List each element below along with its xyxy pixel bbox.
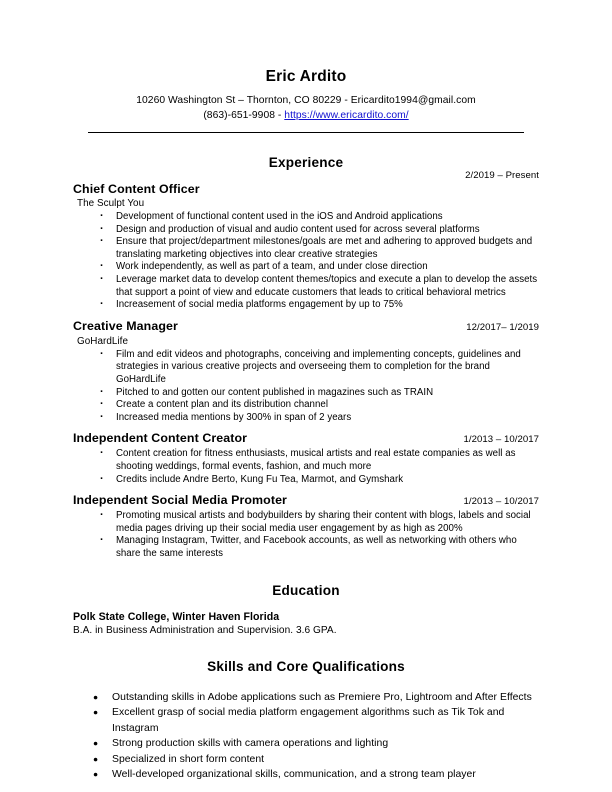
job-bullet-list xyxy=(73,510,539,560)
education-school: Polk State College, Winter Haven Florida xyxy=(73,610,280,623)
job-bullet-list xyxy=(73,448,539,486)
job-bullet: · Development of functional content used in the iOS and Android applications xyxy=(73,211,539,224)
job-date: 1/2013 – 10/2017 xyxy=(463,434,539,446)
section-title-skills: Skills and Core Qualifications xyxy=(207,658,405,674)
job-bullet: · Create a content plan and its distribution channel xyxy=(73,399,539,412)
phone-number: (863)-651-9908 - xyxy=(203,110,285,122)
candidate-name: Eric Ardito xyxy=(265,68,347,85)
job-bullet: · Leverage market data to develop content themes/topics and execute a plan to develop the assets that support a point of view and educate customers that leads to critical behavioral metrics xyxy=(73,274,539,299)
section-title-experience: Experience xyxy=(268,155,344,171)
job-bullet: · Ensure that project/department milestones/goals are met and adhering to approved budgets and translating marketing objectives into clear creative strategies xyxy=(73,236,539,261)
job-entry xyxy=(73,493,539,560)
job-bullet-list xyxy=(73,349,539,425)
job-bullet-list xyxy=(73,211,539,312)
contact-phone-web-line xyxy=(73,108,539,123)
job-date: 12/2017– 1/2019 xyxy=(466,321,539,333)
job-header xyxy=(73,319,539,335)
job-bullet: · Credits include Andre Berto, Kung Fu Tea, Marmot, and Gymshark xyxy=(73,474,539,487)
job-entry xyxy=(73,170,539,312)
job-title: Creative Manager xyxy=(73,318,178,333)
job-bullet: · Pitched to and gotten our content published in magazines such as TRAIN xyxy=(73,387,539,400)
resume-content xyxy=(73,0,539,783)
job-bullet: · Increasement of social media platforms engagement by up to 75% xyxy=(73,299,539,312)
job-entry xyxy=(73,431,539,486)
job-bullet: · Work independently, as well as part of a team, and under close direction xyxy=(73,261,539,274)
skill-item: ● Excellent grasp of social media platform engagement algorithms such as Tik Tok and Instagram xyxy=(73,705,539,736)
job-bullet: · Managing Instagram, Twitter, and Facebook accounts, as well as networking with others who share the same interests xyxy=(73,535,539,560)
job-entry xyxy=(73,319,539,425)
job-bullet: · Increased media mentions by 300% in span of 2 years xyxy=(73,412,539,425)
job-bullet: · Promoting musical artists and bodybuilders by sharing their content with blogs, labels and social media pages driving up their social media user engagement by as high as 200% xyxy=(73,510,539,535)
job-title: Independent Social Media Promoter xyxy=(73,493,287,508)
website-link[interactable]: https://www.ericardito.com/ xyxy=(284,110,409,122)
skill-item: ● Outstanding skills in Adobe applications such as Premiere Pro, Lightroom and After Effects xyxy=(73,690,539,706)
job-title: Independent Content Creator xyxy=(73,431,248,446)
job-bullet: · Content creation for fitness enthusiasts, musical artists and real estate companies as well as shooting weddings, formal events, fashion, and much more xyxy=(73,448,539,473)
contact-address-line: 10260 Washington St – Thornton, CO 80229 - Ericardito1994@gmail.com xyxy=(136,95,476,107)
contact-info xyxy=(73,93,539,123)
job-company: GoHardLife xyxy=(77,335,128,347)
job-title: Chief Content Officer xyxy=(73,182,200,197)
education-degree: B.A. in Business Administration and Supervision. 3.6 GPA. xyxy=(73,624,337,636)
job-bullet: · Film and edit videos and photographs, conceiving and implementing concepts, guidelines and strategies in various creative projects and overseeing them to completion for the brand GoHardLife xyxy=(73,349,539,387)
job-date: 2/2019 – Present xyxy=(465,170,539,182)
header-divider xyxy=(88,132,524,133)
job-header xyxy=(73,493,539,509)
skills-list xyxy=(73,690,539,784)
skill-item: ● Well-developed organizational skills, communication, and a strong team player xyxy=(73,767,539,783)
job-bullet: · Design and production of visual and audio content used for across several platforms xyxy=(73,224,539,237)
job-header xyxy=(73,182,539,197)
job-date: 1/2013 – 10/2017 xyxy=(463,496,539,508)
section-title-education: Education xyxy=(272,582,340,598)
skill-item: ● Strong production skills with camera operations and lighting xyxy=(73,736,539,752)
job-header xyxy=(73,431,539,447)
job-company: The Sculpt You xyxy=(77,198,145,210)
skill-item: ● Specialized in short form content xyxy=(73,752,539,768)
